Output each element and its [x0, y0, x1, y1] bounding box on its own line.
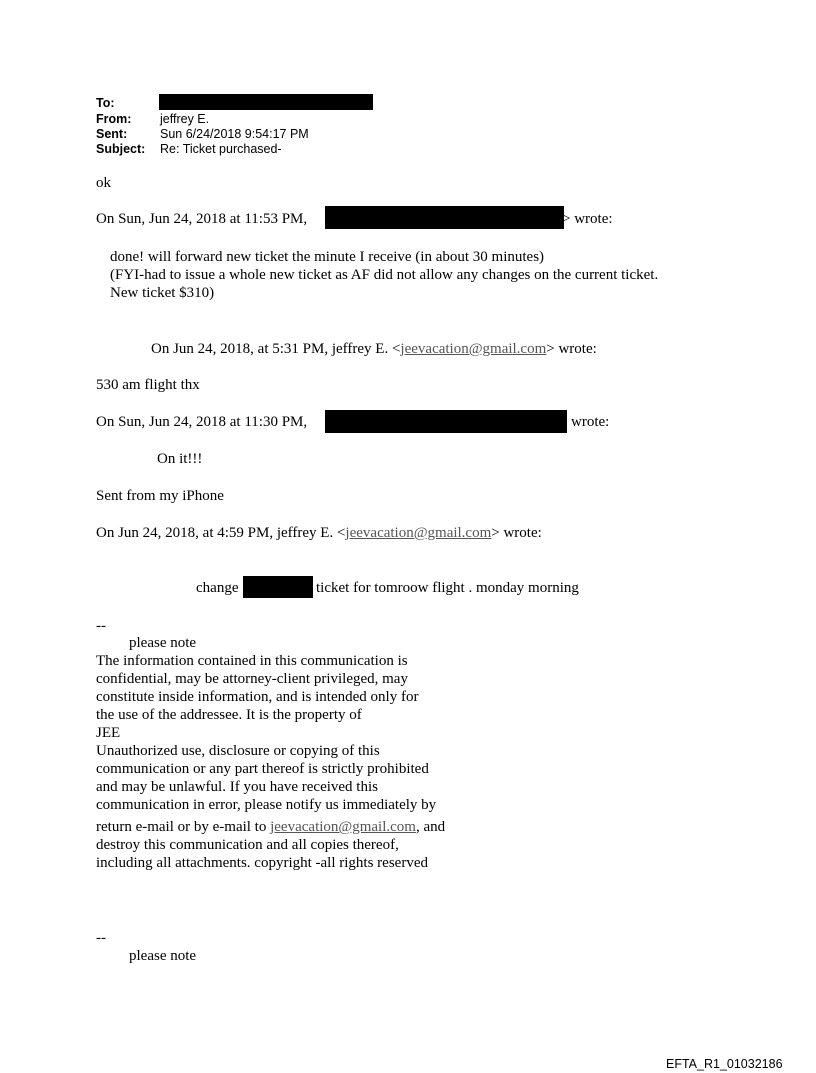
reply-ok: ok [96, 175, 111, 191]
return-email-link[interactable]: jeevacation@gmail.com [270, 819, 416, 835]
to-label: To: [96, 96, 115, 110]
change-word: change [196, 580, 239, 596]
sent-label: Sent: [96, 127, 128, 141]
please-note-2: please note [129, 948, 197, 964]
disclaimer-line: Unauthorized use, disclosure or copying of this [96, 743, 380, 759]
disclaimer-line: the use of the addressee. It is the property of [96, 707, 362, 723]
quote3-intro: On Sun, Jun 24, 2018 at 11:30 PM, [96, 414, 308, 430]
return-suffix: , and [415, 819, 446, 835]
quote1-intro: On Sun, Jun 24, 2018 at 11:53 PM, [96, 211, 308, 227]
disclaimer-line: communication or any part thereof is strictly prohibited [96, 761, 429, 777]
from-value: jeffrey E. [160, 112, 210, 126]
sent-from-iphone: Sent from my iPhone [96, 488, 224, 504]
quote1-wrote: > wrote: [562, 211, 613, 227]
please-note: please note [129, 635, 197, 651]
change-rest: ticket for tomroow flight . monday morning [316, 580, 579, 596]
disclaimer-line: JEE [96, 725, 121, 741]
quote4-intro-line [96, 524, 542, 542]
quote2-wrote: > wrote: [546, 341, 597, 357]
quote4-wrote: > wrote: [491, 525, 542, 541]
quote3-wrote: wrote: [571, 414, 610, 430]
quote4-intro: On Jun 24, 2018, at 4:59 PM, jeffrey E. < [96, 525, 346, 541]
from-label: From: [96, 112, 132, 126]
disclaimer-line: confidential, may be attorney-client privileged, may [96, 671, 408, 687]
document-id: EFTA_R1_01032186 [666, 1057, 783, 1071]
disclaimer-line: destroy this communication and all copies thereof, [96, 837, 399, 853]
quote2-intro: On Jun 24, 2018, at 5:31 PM, jeffrey E. < [151, 341, 401, 357]
subject-value: Re: Ticket purchased- [160, 142, 282, 156]
quote3-text: On it!!! [157, 451, 203, 467]
subject-label: Subject: [96, 142, 146, 156]
quote2-intro-line [151, 340, 597, 358]
sent-value: Sun 6/24/2018 9:54:17 PM [160, 127, 309, 141]
redaction-to [159, 94, 373, 110]
quote2-text: 530 am flight thx [96, 377, 200, 393]
disclaimer-return-line [96, 818, 445, 836]
redaction-ticket-ref [243, 576, 313, 598]
quote1-line2: (FYI-had to issue a whole new ticket as AF did not allow any changes on the current ticket. [110, 267, 659, 283]
signature-separator: -- [96, 618, 106, 634]
disclaimer-line: The information contained in this communication is [96, 653, 408, 669]
quote1-line3: New ticket $310) [110, 285, 215, 301]
quote4-email-link[interactable]: jeevacation@gmail.com [345, 525, 492, 541]
redaction-sender-1 [325, 206, 564, 229]
quote2-email-link[interactable]: jeevacation@gmail.com [400, 341, 547, 357]
disclaimer-line: and may be unlawful. If you have received this [96, 779, 378, 795]
quote1-line1: done! will forward new ticket the minute I receive (in about 30 minutes) [110, 249, 545, 265]
disclaimer-line: including all attachments. copyright -all rights reserved [96, 855, 428, 871]
signature-separator-2: -- [96, 930, 106, 946]
redaction-sender-2 [325, 410, 567, 433]
disclaimer-line: communication in error, please notify us immediately by [96, 797, 437, 813]
disclaimer-line: constitute inside information, and is intended only for [96, 689, 419, 705]
return-prefix: return e-mail or by e-mail to [96, 819, 271, 835]
